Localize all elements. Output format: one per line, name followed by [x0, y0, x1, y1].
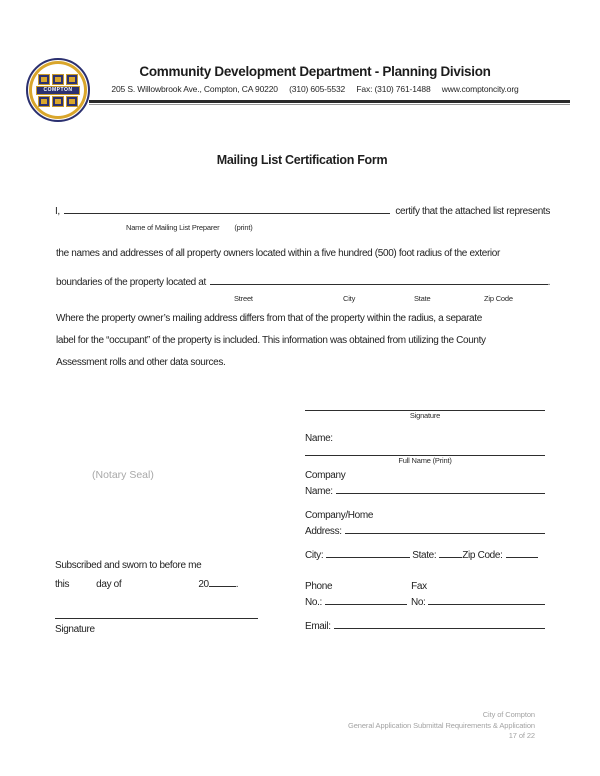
seal-pictogram-tile — [66, 96, 78, 107]
zip-caption: Zip Code — [484, 294, 513, 303]
preparer-name-blank — [64, 203, 391, 214]
notary-signature-label: Signature — [55, 624, 95, 635]
seal-pictogram-tile — [38, 96, 50, 107]
occupant-paragraph — [56, 308, 561, 374]
city-state-zip-row — [305, 547, 545, 563]
signature-caption: Signature — [409, 411, 441, 420]
company-home-label: Company/Home — [305, 510, 374, 521]
sworn-period: . — [235, 579, 239, 590]
company-name-label: Name: — [305, 486, 333, 497]
department-contact-line — [95, 84, 535, 94]
phone-label: Phone — [305, 581, 333, 592]
sworn-this: this — [55, 579, 70, 590]
seal-emblem — [36, 74, 80, 107]
footer-line-1: City of Compton — [482, 710, 535, 719]
city-blank — [326, 547, 410, 558]
sworn-year-prefix: 20 — [198, 579, 209, 590]
divider-thick-line — [89, 100, 570, 103]
certify-prefix: I, — [55, 206, 60, 217]
fax-no-label: No: — [410, 597, 426, 608]
phone-number-blank — [325, 594, 407, 605]
preparer-name-caption: Name of Mailing List Preparer — [126, 223, 220, 232]
page-footer — [295, 710, 535, 742]
sworn-year-blank — [209, 576, 236, 587]
notary-signature-line — [55, 607, 258, 619]
footer-line-2: General Application Submittal Requirements & Application — [347, 720, 535, 730]
state-caption: State — [414, 294, 431, 303]
letterhead — [95, 64, 535, 94]
email-blank — [334, 618, 545, 629]
occupant-line-1: Where the property owner’s mailing address differs from that of the property within the radius, a separate — [56, 313, 482, 324]
located-prefix: boundaries of the property located at — [56, 277, 206, 288]
preparer-contact-block — [305, 398, 545, 634]
divider-thin-line — [89, 104, 570, 105]
certification-statement — [55, 203, 550, 235]
email-label: Email: — [305, 621, 331, 632]
department-address: 205 S. Willowbrook Ave., Compton, CA 90220 — [111, 84, 278, 94]
company-name-blank — [336, 483, 545, 494]
state-blank — [439, 547, 462, 558]
department-phone: (310) 605-5532 — [289, 84, 346, 94]
phone-fax-numbers-row — [305, 594, 545, 610]
notary-signature-block — [55, 607, 258, 637]
property-address-blank — [210, 274, 548, 285]
form-title: Mailing List Certification Form — [216, 153, 388, 167]
phone-no-label: No.: — [305, 597, 322, 608]
compton-city-seal — [26, 58, 90, 122]
sworn-day-of: day of — [96, 579, 122, 590]
zip-label: Zip Code: — [462, 550, 503, 561]
radius-statement — [56, 247, 550, 302]
full-name-line — [305, 446, 545, 456]
phone-fax-labels — [305, 580, 545, 594]
name-label: Name: — [305, 433, 333, 444]
seal-pictogram-tile — [66, 74, 78, 85]
zip-blank — [506, 547, 538, 558]
preparer-print-caption: (print) — [234, 223, 253, 232]
department-website: www.comptoncity.org — [441, 84, 519, 94]
state-label: State: — [412, 550, 437, 561]
address-label: Address: — [305, 526, 342, 537]
radius-line: the names and addresses of all property owners located within a five hundred (500) foot radius of the exterior — [56, 248, 500, 259]
seal-pictogram-tile — [52, 96, 64, 107]
company-address-blank — [345, 523, 545, 534]
letterhead-divider — [89, 100, 570, 105]
address-row — [305, 523, 545, 539]
department-title: Community Development Department - Planning Division — [139, 64, 491, 79]
department-fax: Fax: (310) 761-1488 — [356, 84, 431, 94]
signature-line — [305, 398, 545, 411]
company-label: Company — [305, 470, 346, 481]
notary-seal-placeholder: (Notary Seal) — [92, 469, 154, 481]
occupant-line-3: Assessment rolls and other data sources. — [56, 357, 226, 368]
sworn-line: Subscribed and sworn to before me — [55, 560, 202, 571]
fax-label: Fax — [411, 581, 427, 592]
seal-pictogram-tile — [38, 74, 50, 85]
fax-number-blank — [428, 594, 545, 605]
seal-banner-text: COMPTON — [36, 86, 80, 95]
footer-page-number: 17 of 22 — [508, 731, 535, 740]
email-row — [305, 618, 545, 634]
certify-suffix: certify that the attached list represents — [395, 206, 550, 217]
sworn-statement — [55, 559, 238, 592]
street-caption: Street — [234, 294, 253, 303]
full-name-caption: Full Name (Print) — [398, 456, 452, 465]
located-period: . — [547, 277, 550, 288]
city-label: City: — [305, 550, 324, 561]
occupant-line-2: label for the “occupant” of the property is included. This information was obtained from utilizing the County — [56, 335, 486, 346]
company-name-row — [305, 483, 545, 499]
seal-pictogram-tile — [52, 74, 64, 85]
city-caption: City — [343, 294, 356, 303]
